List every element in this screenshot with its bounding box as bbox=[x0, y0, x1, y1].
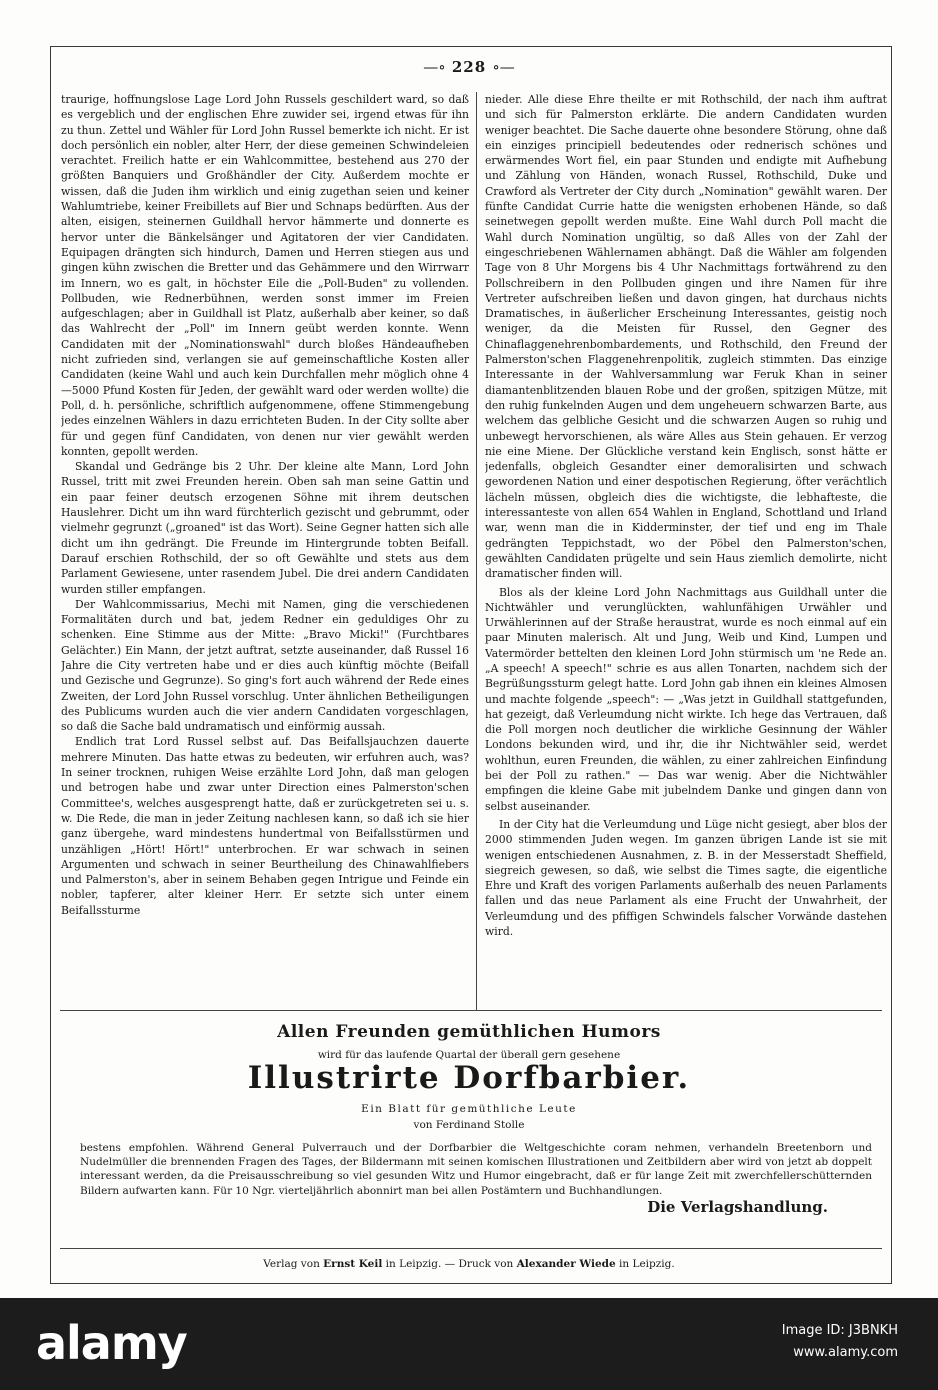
imprint-prefix: Verlag von bbox=[263, 1258, 320, 1270]
imprint-printer: Alexander Wiede bbox=[516, 1258, 616, 1270]
imprint-publisher: Ernst Keil bbox=[323, 1258, 383, 1270]
folio-dash-right: ∘— bbox=[492, 58, 515, 76]
article-column-left bbox=[61, 92, 469, 1010]
advert-signature: Die Verlagshandlung. bbox=[647, 1198, 828, 1216]
advert-intro: wird für das laufende Quartal der überall gern gesehene bbox=[317, 1049, 621, 1061]
advert-author: von Ferdinand Stolle bbox=[413, 1119, 525, 1131]
imprint-divider bbox=[60, 1248, 882, 1249]
imprint-mid: in Leipzig. — Druck von bbox=[385, 1258, 514, 1270]
imprint-line bbox=[0, 1258, 938, 1270]
article-paragraph: Endlich trat Lord Russel selbst auf. Das Beifallsjauchzen dauerte mehrere Minuten. Das hatte etwas zu bedeuten, wir erfuhren auch, was? In seiner trocknen, ruhigen Weise erzählte Lord John, daß man gelogen und betrogen habe und zwar unter Direction eines Palmerston'schen Committee's, welches ausgesprengt hatte, daß er zurückgetreten sei u. s. w. Die Rede, die man in jeder Zeitung nachlesen kann, so daß ich sie hier ganz übergehe, ward mindestens hundertmal von Beifallsstürmen und unzähligen „Hört! Hört!" unterbrochen. Er war schwach in seinen Argumenten und schwach in seiner Beurtheilung des Chinawahlfiebers und Palmerston's, aber in seinem Behaben gegen Intrigue und Feinde ein nobler, tapferer, alter kleiner Herr. Er setzte sich unter einem Beifallssturme bbox=[61, 735, 469, 917]
watermark-info bbox=[782, 1320, 898, 1364]
article-paragraph: traurige, hoffnungslose Lage Lord John Russels geschildert ward, so daß es vergeblich und der englischen Ehre zuwider sei, irgend etwas für ihn zu thun. Zettel und Wähler für Lord John Russel bemerkte ich nicht. Er ist doch persönlich ein nobler, alter Herr, der diese gemeinen Schwindeleien verachtet. Freilich hatte er ein Wahlcommittee, bestehend aus 270 der größten Banquiers und Großhändler der City. Außerdem mochte er wissen, daß die Juden ihm wirklich und einig zugethan seien und keiner Wahlumtriebe, keiner Freibillets auf Bier und Schnaps bedürften. Aus der alten, eisigen, steinernen Guildhall hervor hämmerte und donnerte es hervor unter die Bänkelsänger und Agitatoren der vier Candidaten. Equipagen drängten sich hindurch, Damen und Herren stiegen aus und gingen kühn zwischen die Bretter und das Gehämmere und den Wirrwarr im Innern, wo es galt, in höchster Eile die „Poll-Buden" zu vollenden. Pollbuden, wie Rednerbühnen, werden sonst immer im Freien aufgeschlagen; aber in Guildhall ist Platz, außerhalb aber keiner, so daß das Wahlrecht der „Poll" im Innern geübt werden konnte. Wenn Candidaten mit der „Nominationswahl" durch bloßes Händeaufheben nicht zufrieden sind, verlangen sie auf gemeinschaftliche Kosten aller Candidaten (keine Wahl und auch kein Durchfallen mehr möglich ohne 4—5000 Pfund Kosten für Jeden, der gewählt ward oder werden wollte) die Poll, d. h. persönliche, schriftlich aufgenommene, offene Stimmengebung jedes einzelnen Wählers in dazu errichteten Buden. In der City sollte aber für und gegen fünf Candidaten, von denen nur vier gewählt werden konnten, gepollt werden. bbox=[61, 93, 469, 458]
advert-heading: Allen Freunden gemüthlichen Humors bbox=[277, 1022, 661, 1042]
article-paragraph: Blos als der kleine Lord John Nachmittags aus Guildhall unter die Nichtwähler und verunglückten, wahlunfähigen Urwähler und Urwählerinnen auf der Straße heraustrat, wurde es noch einmal auf ein paar Minuten malerisch. Alt und Jung, Weib und Kind, Lumpen und Vatermörder bettelten den kleinen Lord John stürmisch um 'ne Rede an. „A speech! A speech!" schrie es aus allen Tonarten, nachdem sich der Begrüßungssturm gelegt hatte. Lord John gab ihnen ein kleines Almosen und machte folgende „speech": — „Was jetzt in Guildhall stattgefunden, hat gezeigt, daß Verleumdung nicht wirkte. Ich hege das Vertrauen, daß die Poll morgen noch deutlicher die wirkliche Gesinnung der Wähler Londons bekunden wird, und ihr, die ihr Nichtwähler seid, werdet wohlthun, euren Freunden, die wählen, zu einer zahlreichen Einfindung bei der Poll zu rathen." — Das war wenig. Aber die Nichtwähler empfingen die kleine Gabe mit jubelndem Danke und gingen dann von selbst auseinander. bbox=[485, 585, 887, 813]
folio-dash-left: —∘ bbox=[423, 58, 446, 76]
article-paragraph: Der Wahlcommissarius, Mechi mit Namen, ging die verschiedenen Formalitäten durch und bat, jedem Redner ein geduldiges Ohr zu schenken. Eine Stimme aus der Mitte: „Bravo Micki!" (Furchtbares Gelächter.) Ein Mann, der jetzt auftrat, setzte auseinander, daß Russel 16 Jahre die City vertreten habe und er dies auch künftig möchte (Beifall und Gezische und Gegrunze). So ging's fort auch während der Rede eines Zweiten, der Lord John Russel vorschlug. Unter ähnlichen Betheiligungen des Publicums wurden auch die vier andern Candidaten vorgeschlagen, so daß die Sache bald undramatisch und einförmig aussah. bbox=[61, 597, 469, 734]
watermark-url: www.alamy.com bbox=[793, 1345, 898, 1360]
article-column-right bbox=[485, 92, 887, 1010]
advert-title: Illustrirte Dorfbarbier. bbox=[247, 1060, 691, 1096]
image-id-label: Image ID: J3BNKH bbox=[781, 1323, 898, 1338]
article-paragraph: nieder. Alle diese Ehre theilte er mit Rothschild, der nach ihm auftrat und sich für Palmerston erklärte. Die andern Candidaten wurden weniger beachtet. Die Sache dauerte ohne besondere Störung, ohne daß ein einziges principiell bedeutendes oder rednerisch schönes und erwärmendes Wort fiel, ein paar Stunden und endigte mit Aufhebung und Zählung von Händen, wonach Russel, Rothschild, Duke und Crawford als Vertreter der City durch „Nomination" gewählt waren. Der fünfte Candidat Currie hatte die wenigsten erhobenen Hände, so daß seinetwegen gepollt werden mußte. Eine Wahl durch Poll macht die Wahl durch Nomination ungültig, so daß Alles von der Zahl der eingeschriebenen Wählernamen abhängt. Daß die Wähler am folgenden Tage von 8 Uhr Morgens bis 4 Uhr Nachmittags fortwährend zu den Pollschreibern in den Pollbuden gingen und ihre Namen für ihre Vertreter aufschreiben ließen und davon gingen, hat durchaus nichts Dramatisches, in äußerlicher Erscheinung Interessantes, geistig noch weniger, da die Meisten für Russel, den Gegner des Chinaflaggenehrenbombardements, und Rothschild, den Freund der Palmerston'schen Flaggenehrenpolitik, zugleich stimmten. Das einzige Interessante in der Wahlversammlung war Feruk Khan in seiner diamantenblitzenden blauen Robe und der großen, spitzigen Mütze, mit den ruhig funkelnden Augen und dem ungeheuern schwarzen Barte, aus welchem das gelbliche Gesicht und die schwarzen Augen so ruhig und unbewegt hervorschienen, als wäre Alles aus Stein gehauen. Er verzog nie eine Miene. Der Glückliche verstand kein Englisch, sonst hätte er jedenfalls, obgleich Gesandter einer demoralisirten und schwach gewordenen Nation und einer despotischen Regierung, öfter verächtlich lächeln müssen, obgleich dies die wichtigste, die lebhafteste, die interessanteste von allen 654 Wahlen in England, Schottland und Irland war, wenn man die in Kidderminster, der tief und eng im Thale gedrängten Teppichstadt, wo der Pöbel den Palmerston'schen, gewählten Candidaten prügelte und sein Haus ziemlich demolirte, nicht dramatischer finden will. bbox=[485, 93, 887, 581]
stock-watermark-band bbox=[0, 1298, 938, 1390]
page-number-value: 228 bbox=[451, 58, 487, 76]
section-divider bbox=[60, 1010, 882, 1011]
column-divider bbox=[476, 92, 477, 1010]
advert-body: bestens empfohlen. Während General Pulverrauch und der Dorfbarbier die Weltgeschichte coram nehmen, verhandeln Breetenborn und Nudelmüller die brennenden Fragen des Tages, der Bildermann mit seinen komischen Illustrationen und Zeitbildern aber wird von jetzt ab doppelt interessant werden, da die Preisausschreibung so viel gesunden Witz und Humor eingebracht, daß er für lange Zeit mit zwerchfellerschütternden Bildern aufwarten kann. Für 10 Ngr. vierteljährlich abonnirt man bei allen Postämtern und Buchhandlungen. bbox=[80, 1142, 872, 1197]
alamy-logo: alamy bbox=[36, 1316, 187, 1370]
imprint-suffix: in Leipzig. bbox=[619, 1258, 675, 1270]
page-number bbox=[0, 58, 938, 76]
advert-subtitle: Ein Blatt für gemüthliche Leute bbox=[361, 1103, 577, 1115]
article-paragraph: Skandal und Gedränge bis 2 Uhr. Der kleine alte Mann, Lord John Russel, tritt mit zwei Freunden herein. Oben sah man seine Gattin und ein paar feiner deutsch erzogenen Söhne mit ihrem deutschen Hauslehrer. Dicht um ihn ward fürchterlich gezischt und gebrummt, oder vielmehr gegrunzt („groaned" ist das Wort). Seine Gegner hatten sich alle dicht um ihn gedrängt. Die Freunde im Hintergrunde tobten Beifall. Darauf erschien Rothschild, der so oft Gewählte und stets aus dem Parlament Gewiesene, unter rasendem Jubel. Die drei andern Candidaten wurden stiller empfangen. bbox=[61, 460, 469, 596]
article-paragraph: In der City hat die Verleumdung und Lüge nicht gesiegt, aber blos der 2000 stimmenden Juden wegen. Im ganzen übrigen Lande ist sie mit wenigen entschiedenen Ausnahmen, z. B. in der Messerstadt Sheffield, siegreich gewesen, so daß, wie selbst die Times sagte, die eigentliche Ehre und Kraft des vorigen Parlaments außerhalb des neuen Parlaments fallen und das neue Parlament als eine Frucht der Unwahrheit, der Verleumdung und des pfiffigen Schwindels falscher Vorwände dastehen wird. bbox=[485, 817, 887, 939]
